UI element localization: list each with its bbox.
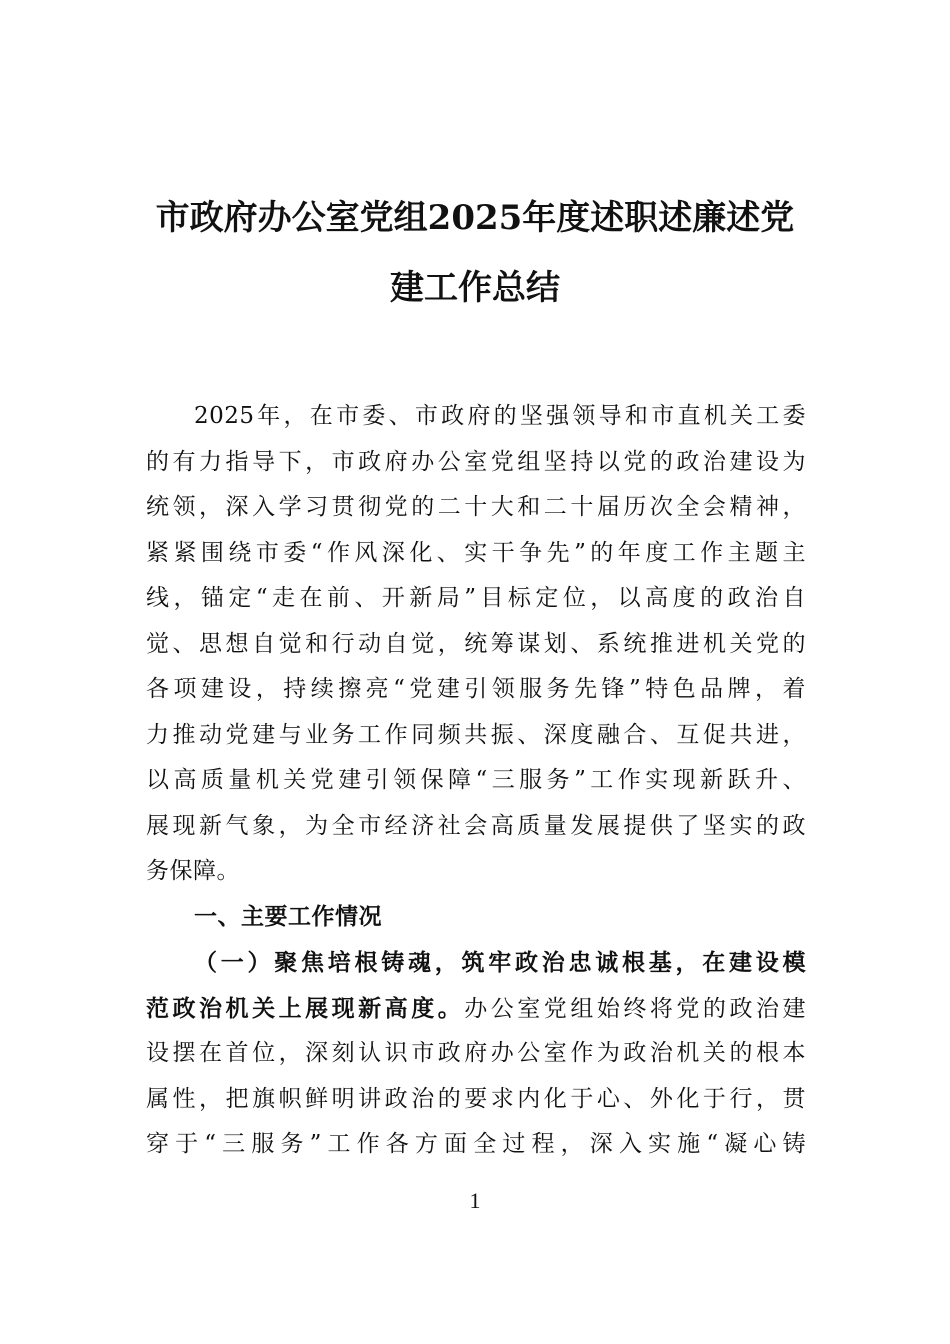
paragraph-line: 展现新气象，为全市经济社会高质量发展提供了坚实的政 bbox=[146, 812, 806, 839]
section-heading: 一、主要工作情况 bbox=[194, 903, 382, 930]
document-body bbox=[146, 394, 806, 1168]
paragraph-line: 的有力指导下，市政府办公室党组坚持以党的政治建设为 bbox=[146, 448, 806, 475]
paragraph-line: 觉、思想自觉和行动自觉，统筹谋划、系统推进机关党的 bbox=[146, 630, 806, 657]
page-number: 1 bbox=[469, 1188, 481, 1213]
subsection-heading-line: （一）聚焦培根铸魂，筑牢政治忠诚根基，在建设模 bbox=[194, 949, 806, 976]
paragraph-line: 紧紧围绕市委“作风深化、实干争先”的年度工作主题主 bbox=[146, 539, 806, 566]
paragraph-line: 设摆在首位，深刻认识市政府办公室作为政治机关的根本 bbox=[146, 1040, 806, 1066]
paragraph-line: 以高质量机关党建引领保障“三服务”工作实现新跃升、 bbox=[146, 767, 806, 793]
subsection-heading-tail: 范政治机关上展现新高度。 bbox=[146, 994, 465, 1022]
paragraph-line: 线，锚定“走在前、开新局”目标定位，以高度的政治自 bbox=[146, 585, 806, 611]
subsection-mixed-line bbox=[146, 986, 806, 1032]
subsection-text-start: 办公室党组始终将党的政治建 bbox=[464, 995, 807, 1022]
paragraph-line: 统领，深入学习贯彻党的二十大和二十届历次全会精神， bbox=[146, 494, 806, 520]
document-title-line-2: 建工作总结 bbox=[390, 268, 560, 308]
paragraph-line: 2025年，在市委、市政府的坚强领导和市直机关工委 bbox=[194, 403, 806, 429]
paragraph-line: 各项建设，持续擦亮“党建引领服务先锋”特色品牌，着 bbox=[146, 676, 806, 702]
document-title-line-1: 市政府办公室党组2025年度述职述廉述党 bbox=[155, 198, 795, 238]
paragraph-line: 力推动党建与业务工作同频共振、深度融合、互促共进， bbox=[146, 721, 806, 748]
paragraph-line: 属性，把旗帜鲜明讲政治的要求内化于心、外化于行，贯 bbox=[146, 1085, 806, 1112]
paragraph-line: 穿于“三服务”工作各方面全过程，深入实施“凝心铸 bbox=[146, 1131, 806, 1157]
paragraph-line: 务保障。 bbox=[146, 858, 240, 884]
